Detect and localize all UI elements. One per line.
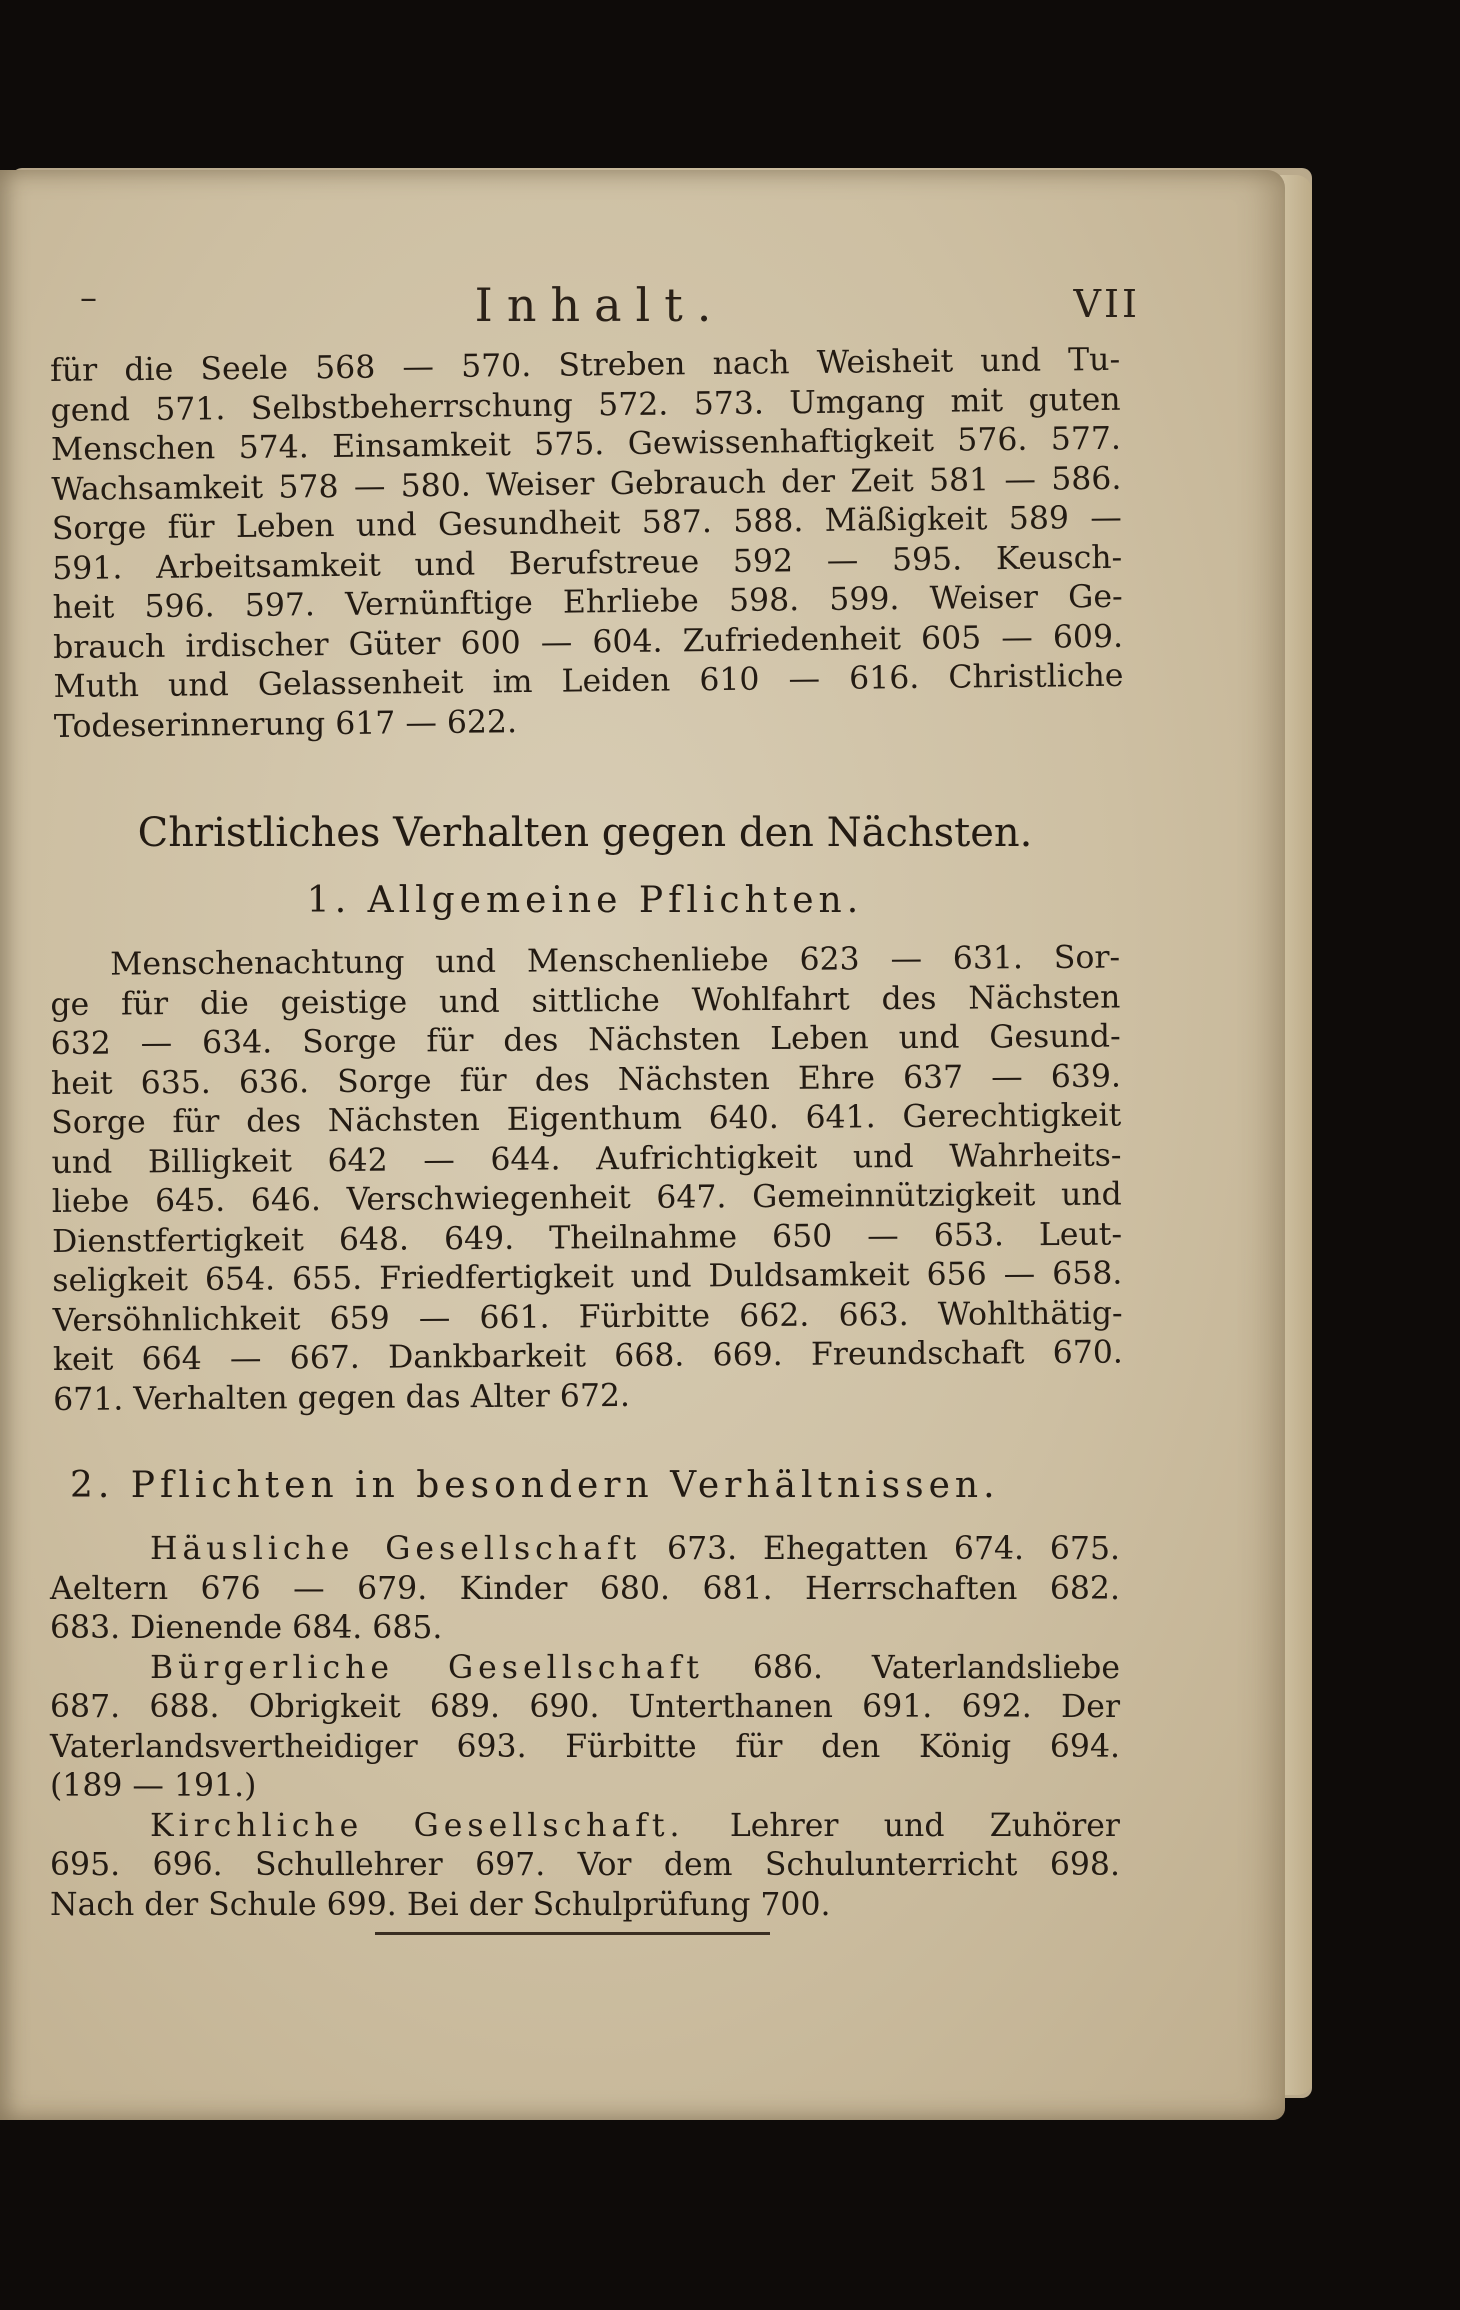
- line-text: Lehrer und Zuhörer: [684, 1807, 1120, 1844]
- text-line: für die Seele 568 — 570. Streben nach Weisheit und Tu-: [50, 341, 1121, 389]
- text-line: 683. Dienende 684. 685.: [50, 1610, 443, 1646]
- subsection-heading-2: 2. Pflichten in besondern Verhältnissen.: [70, 1465, 1000, 1506]
- paragraph-label: Bürgerliche Gesellschaft: [150, 1649, 704, 1686]
- paragraph-label: Kirchliche Gesellschaft.: [150, 1807, 685, 1844]
- text-line: Vaterlandsvertheidiger 693. Fürbitte für den König 694.: [50, 1728, 1120, 1765]
- text-line: heit 596. 597. Vernünftige Ehrliebe 598. 599. Weiser Ge-: [52, 578, 1123, 626]
- toc-block-1: [50, 341, 1124, 747]
- paragraph-label: Häusliche Gesellschaft: [150, 1531, 642, 1567]
- page-number: VII: [1073, 282, 1140, 326]
- running-title: Inhalt.: [474, 278, 726, 332]
- text-line: ge für die geistige und sittliche Wohlfahrt des Nächsten: [50, 979, 1121, 1023]
- text-line: [50, 1530, 1120, 1570]
- text-line: liebe 645. 646. Verschwiegenheit 647. Gemeinnützigkeit und: [51, 1176, 1122, 1220]
- text-line: Muth und Gelassenheit im Leiden 610 — 616. Christliche: [53, 657, 1124, 705]
- text-line: 671. Verhalten gegen das Alter 672.: [53, 1377, 631, 1418]
- text-line: heit 635. 636. Sorge für des Nächsten Ehre 637 — 639.: [50, 1058, 1122, 1102]
- text-line: gend 571. Selbstbeherrschung 572. 573. Umgang mit guten: [50, 381, 1121, 429]
- text-line: 695. 696. Schullehrer 697. Vor dem Schulunterricht 698.: [50, 1847, 1120, 1883]
- section-heading: Christliches Verhalten gegen den Nächsten.: [137, 810, 1033, 856]
- text-line: (189 — 191.): [50, 1768, 257, 1804]
- text-line: Wachsamkeit 578 — 580. Weiser Gebrauch der Zeit 581 — 586.: [51, 460, 1122, 508]
- line-text: 673. Ehegatten 674. 675.: [641, 1531, 1121, 1567]
- text-line: Nach der Schule 699. Bei der Schulprüfung 700.: [50, 1886, 831, 1923]
- text-line: Aeltern 676 — 679. Kinder 680. 681. Herrschaften 682.: [50, 1570, 1120, 1607]
- text-line: und Billigkeit 642 — 644. Aufrichtigkeit und Wahrheits-: [51, 1137, 1122, 1181]
- text-line: Sorge für des Nächsten Eigenthum 640. 641. Gerechtigkeit: [51, 1097, 1122, 1141]
- end-rule: [375, 1932, 770, 1935]
- toc-block-2: [50, 939, 1123, 1420]
- text-line: Dienstfertigkeit 648. 649. Theilnahme 650 — 653. Leut-: [51, 1216, 1123, 1260]
- line-text: 686. Vaterlandsliebe: [703, 1649, 1120, 1686]
- page-header: [60, 278, 1140, 338]
- text-line: Menschen 574. Einsamkeit 575. Gewissenhaftigkeit 576. 577.: [50, 420, 1122, 468]
- text-line: [50, 1807, 1120, 1847]
- subsection-heading-1: 1. Allgemeine Pflichten.: [306, 880, 864, 921]
- text-line: keit 664 — 667. Dankbarkeit 668. 669. Freundschaft 670.: [52, 1334, 1123, 1378]
- text-line: Todeserinnerung 617 — 622.: [53, 703, 518, 745]
- text-line: Versöhnlichkeit 659 — 661. Fürbitte 662. 663. Wohlthätig-: [52, 1295, 1123, 1339]
- text-line: 687. 688. Obrigkeit 689. 690. Unterthanen 691. 692. Der: [50, 1689, 1120, 1725]
- text-line: Menschenachtung und Menschenliebe 623 — 631. Sor-: [110, 939, 1121, 983]
- text-line: Sorge für Leben und Gesundheit 587. 588. Mäßigkeit 589 —: [51, 499, 1122, 547]
- text-line: [50, 1649, 1120, 1689]
- text-line: 591. Arbeitsamkeit und Berufstreue 592 — 595. Keusch-: [52, 539, 1123, 587]
- text-line: 632 — 634. Sorge für des Nächsten Leben und Gesund-: [50, 1018, 1121, 1062]
- toc-block-3: [50, 1530, 1120, 1925]
- text-line: brauch irdischer Güter 600 — 604. Zufriedenheit 605 — 609.: [52, 618, 1124, 666]
- header-dash: –: [80, 278, 97, 318]
- text-line: seligkeit 654. 655. Friedfertigkeit und Duldsamkeit 656 — 658.: [52, 1255, 1123, 1299]
